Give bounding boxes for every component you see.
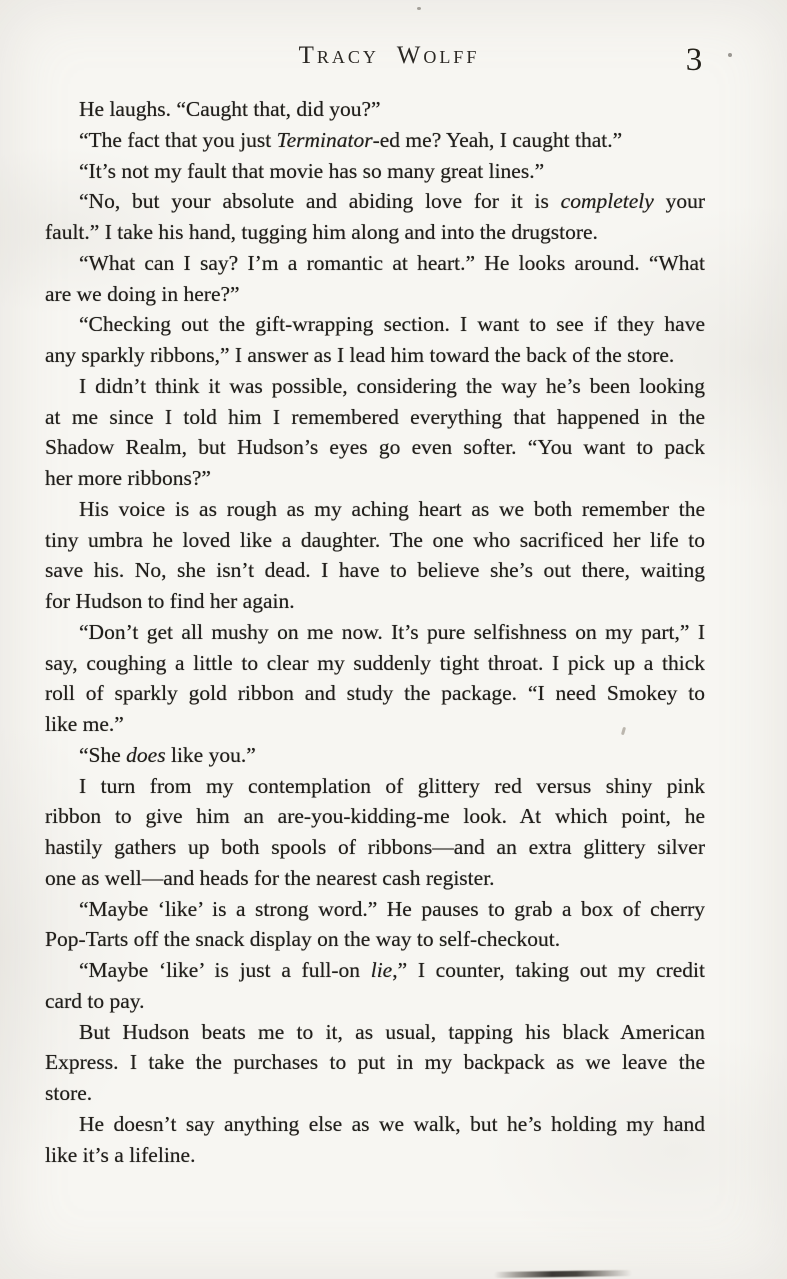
text-line: Express. I take the purchases to put in my backpack as we leave the bbox=[45, 1050, 705, 1075]
text-line: “It’s not my fault that movie has so many great lines.” bbox=[79, 158, 545, 183]
paragraph bbox=[45, 1017, 705, 1109]
running-header-author: Tracy Wolff bbox=[298, 42, 480, 69]
paragraph bbox=[45, 494, 705, 617]
text-line: save his. No, she isn’t dead. I have to believe she’s out there, waiting bbox=[45, 558, 705, 583]
text-line: I didn’t think it was possible, considering the way he’s been looking bbox=[79, 373, 705, 398]
paragraph bbox=[45, 894, 705, 956]
paragraph bbox=[45, 94, 705, 125]
text-line: “Don’t get all mushy on me now. It’s pure selfishness on my part,” I bbox=[79, 619, 705, 644]
text-line: Shadow Realm, but Hudson’s eyes go even softer. “You want to pack bbox=[45, 435, 705, 460]
text-line: Pop-Tarts off the snack display on the way to self-checkout. bbox=[45, 927, 561, 952]
paragraph bbox=[45, 186, 705, 248]
text-line: card to pay. bbox=[45, 988, 145, 1013]
text-line: I turn from my contemplation of glittery red versus shiny pink bbox=[79, 773, 705, 798]
text-line: “No, but your absolute and abiding love for it is completely your bbox=[79, 189, 705, 214]
paragraph bbox=[45, 771, 705, 894]
page-number: 3 bbox=[685, 42, 703, 78]
text-line: fault.” I take his hand, tugging him along and into the drugstore. bbox=[45, 220, 598, 244]
text-line: roll of sparkly gold ribbon and study the package. “I need Smokey to bbox=[45, 681, 705, 706]
paragraph bbox=[45, 248, 705, 310]
text-line: say, coughing a little to clear my suddenly tight throat. I pick up a thick bbox=[45, 650, 705, 675]
scan-smudge bbox=[494, 1270, 632, 1278]
text-line: any sparkly ribbons,” I answer as I lead him toward the back of the store. bbox=[45, 343, 675, 367]
text-line: His voice is as rough as my aching heart as we both remember the bbox=[79, 496, 705, 521]
body-text bbox=[45, 94, 705, 1170]
paragraph bbox=[45, 617, 705, 740]
text-line: store. bbox=[45, 1081, 93, 1105]
text-line: “Maybe ‘like’ is a strong word.” He pauses to grab a box of cherry bbox=[79, 896, 705, 921]
text-line: “Checking out the gift-wrapping section. I want to see if they have bbox=[79, 312, 705, 337]
text-line: “The fact that you just Terminator-ed me? Yeah, I caught that.” bbox=[79, 127, 623, 152]
paragraph bbox=[45, 955, 705, 1017]
text-line: her more ribbons?” bbox=[45, 466, 211, 490]
scan-speck bbox=[417, 7, 421, 10]
scan-speck bbox=[728, 53, 732, 57]
text-line: “She does like you.” bbox=[79, 742, 256, 767]
paragraph bbox=[45, 740, 705, 771]
text-line: tiny umbra he loved like a daughter. The one who sacrificed her life to bbox=[45, 527, 705, 552]
text-line: “What can I say? I’m a romantic at heart.” He looks around. “What bbox=[79, 250, 705, 275]
text-line: hastily gathers up both spools of ribbons—and an extra glittery silver bbox=[45, 835, 705, 859]
text-line: But Hudson beats me to it, as usual, tapping his black American bbox=[79, 1019, 705, 1044]
text-line: at me since I told him I remembered everything that happened in the bbox=[45, 404, 705, 429]
paragraph bbox=[45, 309, 705, 371]
paragraph bbox=[45, 1109, 705, 1171]
paragraph bbox=[45, 125, 705, 156]
text-line: “Maybe ‘like’ is just a full-on lie,” I counter, taking out my credit bbox=[79, 958, 705, 982]
text-line: like it’s a lifeline. bbox=[45, 1142, 196, 1167]
text-line: He laughs. “Caught that, did you?” bbox=[79, 97, 381, 121]
paragraph bbox=[45, 156, 705, 187]
text-line: like me.” bbox=[45, 712, 124, 736]
text-line: He doesn’t say anything else as we walk, but he’s holding my hand bbox=[79, 1111, 705, 1136]
text-line: one as well—and heads for the nearest cash register. bbox=[45, 865, 495, 890]
text-line: ribbon to give him an are-you-kidding-me look. At which point, he bbox=[45, 804, 705, 829]
text-line: for Hudson to find her again. bbox=[45, 589, 295, 613]
paragraph bbox=[45, 371, 705, 494]
text-line: are we doing in here?” bbox=[45, 281, 240, 306]
